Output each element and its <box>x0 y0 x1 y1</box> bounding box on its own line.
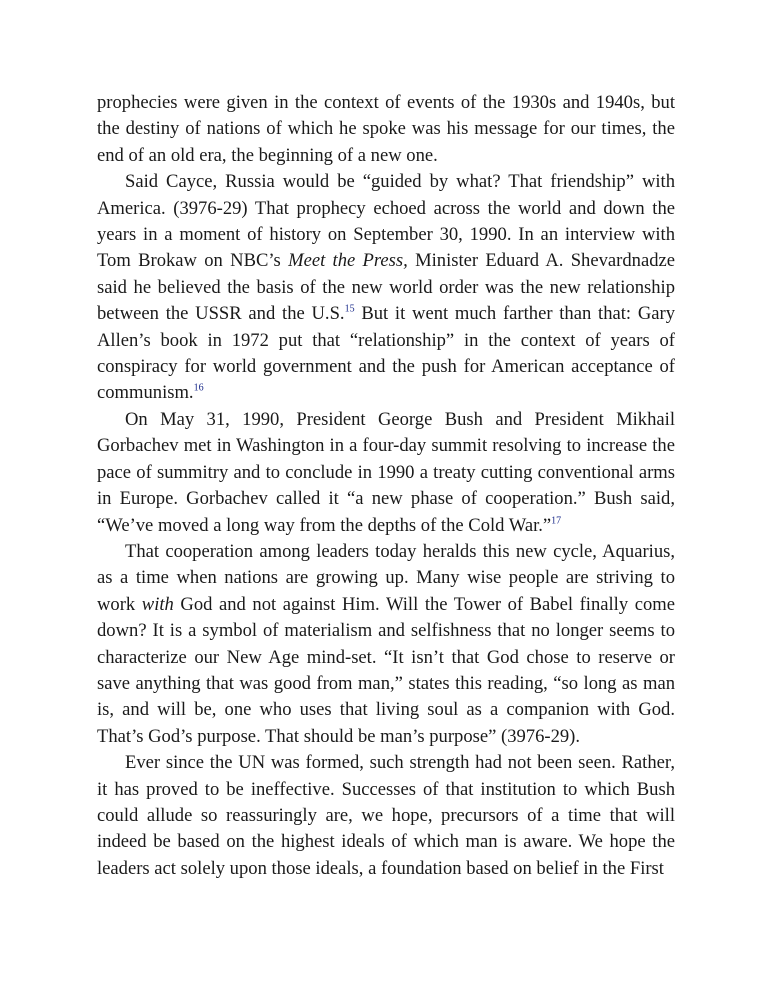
footnote-marker: 17 <box>551 515 562 526</box>
text-run: Minister Eduard A. Shevardnadze said he believed the basis of the new world order was the new relationship between the USSR and the U.S. <box>97 250 675 325</box>
body-text <box>97 90 675 882</box>
footnote-marker: 16 <box>193 382 204 394</box>
text-run: On May 31, 1990, President George Bush and President Mikhail Gorbachev met in Washington in a four-day summit resolving to increase the pace of summitry and to conclude in 1990 a treaty cutting conventional arms in Europe. Gorbachev called it “a new phase of cooperation.” Bush said, “We’ve moved a long way from the depths of the Cold War.” <box>97 408 675 536</box>
footnote-marker: 15 <box>344 303 355 315</box>
text-run: God and not against Him. Will the Tower of Babel finally come down? It is a symbol of materialism and selfishness that no longer seems to characterize our New Age mind-set. “It isn’t that God chose to reserve or save anything that was good from man,” states this reading, “so long as man is, and will be, one who uses that living soul as a companion with God. That’s God’s purpose. That should be man’s purpose” (3976-29). <box>97 593 675 747</box>
text-run: But it went much farther than that: Gary Allen’s book in 1972 put that “relationship” in the context of years of conspiracy for world government and the push for American acceptance of communism. <box>97 303 675 404</box>
paragraph <box>97 169 675 407</box>
italic-text: with <box>141 593 174 615</box>
italic-text: Meet the Press, <box>288 250 408 272</box>
paragraph <box>97 407 675 539</box>
text-run: That cooperation among leaders today heralds this new cycle, Aquarius, as a time when nations are growing up. Many wise people are striving to work <box>97 540 675 615</box>
text-run: prophecies were given in the context of events of the 1930s and 1940s, but the destiny of nations of which he spoke was his message for our times, the end of an old era, the beginning of a new one. <box>97 92 675 166</box>
text-run: Said Cayce, Russia would be “guided by what? That friendship” with America. (3976-29) That prophecy echoed across the world and down the years in a moment of history on September 30, 1990. In an interview with Tom Brokaw on NBC’s <box>97 171 675 272</box>
text-run: Ever since the UN was formed, such strength had not been seen. Rather, it has proved to be ineffective. Successes of that institution to which Bush could allude so reassuringly are, we hope, precursors of a time that will indeed be based on the highest ideals of which man is aware. We hope the leaders act solely upon those ideals, a foundation based on belief in the First <box>97 752 675 879</box>
paragraph <box>97 750 675 882</box>
paragraph <box>97 90 675 169</box>
paragraph <box>97 539 675 750</box>
